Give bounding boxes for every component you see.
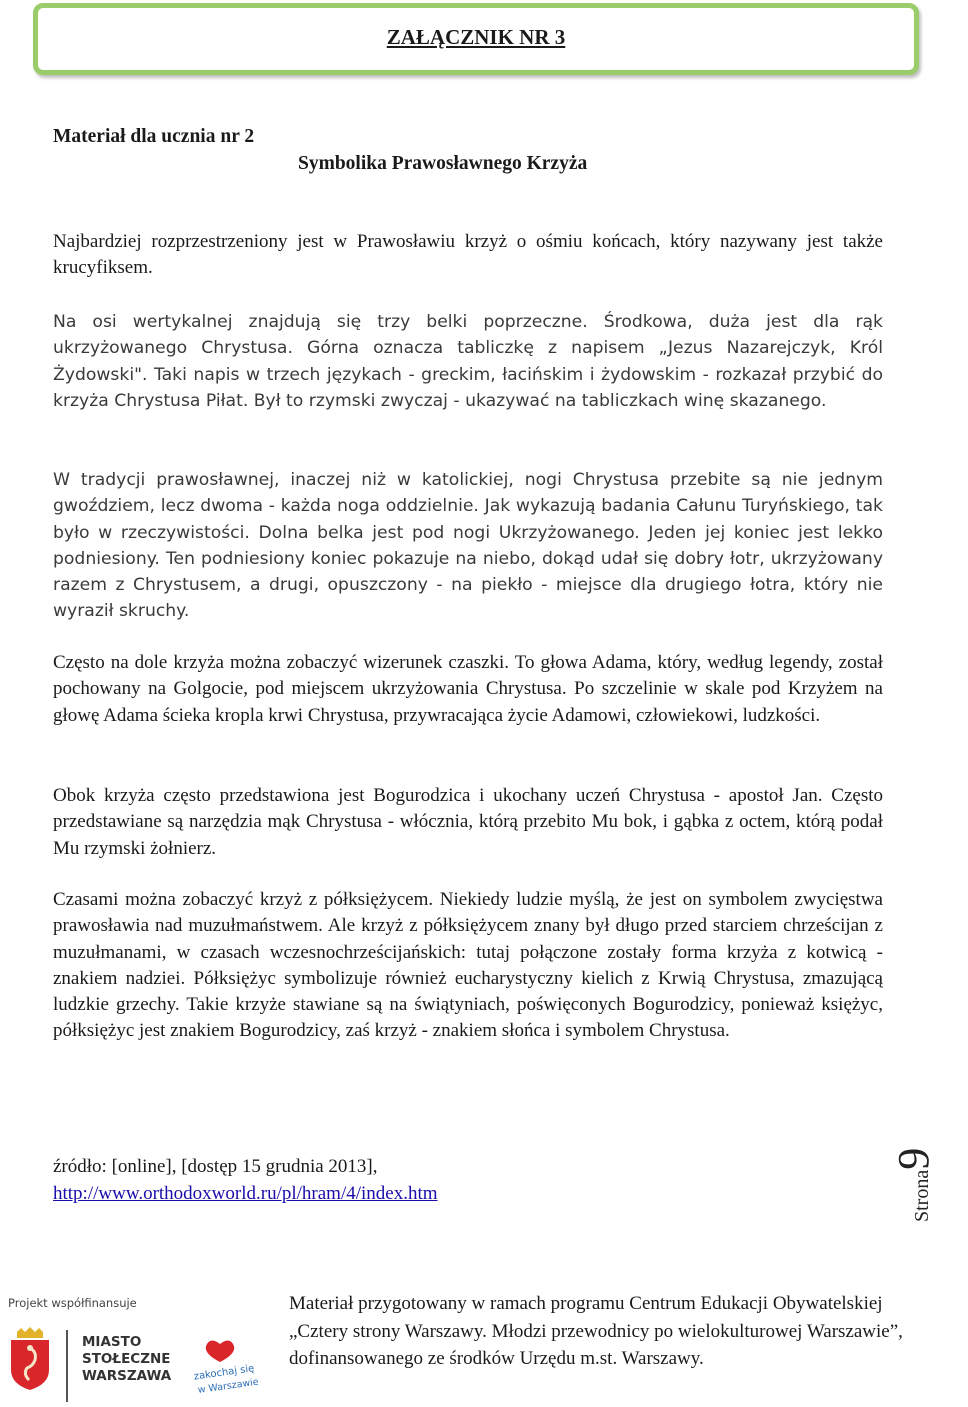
paragraph-1: Najbardziej rozprzestrzeniony jest w Prawosławiu krzyż o ośmiu końcach, który nazywany jest także krucyfiksem. xyxy=(53,231,883,279)
source-block xyxy=(53,1153,438,1207)
svg-text:w Warszawie: w Warszawie xyxy=(197,1376,260,1397)
paragraph-2: Na osi wertykalnej znajdują się trzy belki poprzeczne. Środkowa, duża jest dla rąk ukrzyżowanego Chrystusa. Górna oznacza tabliczkę z napisem „Jezus Nazarejczyk, Król Żydowski". Taki napis w trzech językach - greckim, łacińskim i żydowskim - rozkazał przybić do krzyża Chrystusa Piłat. Był to rzymski zwyczaj - ukazywać na tabliczkach winę skazanego. xyxy=(53,312,883,411)
paragraph-6: Czasami można zobaczyć krzyż z półksiężycem. Niekiedy ludzie myślą, że jest on symbolem zwycięstwa prawosławia nad muzułmaństwem. Ale krzyż z półksiężycem znany był długo przed starciem chrześcijan z muzułmanami, w czasach wczesnochrześcijańskich: tutaj połączone zostały forma krzyża z kotwicą - znakiem nadziei. Półksiężyc symbolizuje również eucharystyczny kielich z Krwią Chrystusa, zmazującą ludzkie grzechy. Takie krzyże stawiane są na świątyniach, poświęconych Bogurodzicy, ponieważ księżyc, półksiężyc jest znakiem Bogurodzicy, zaś krzyż - znakiem słońca i symbolem Chrystusa. xyxy=(53,889,883,1042)
footer-logos xyxy=(0,1288,260,1407)
page-title: ZAŁĄCZNIK NR 3 xyxy=(386,25,566,49)
header-box xyxy=(33,3,919,75)
page-number xyxy=(888,1102,968,1222)
city-line-3: WARSZAWA xyxy=(82,1368,172,1384)
city-logo-text xyxy=(82,1334,171,1385)
page-word: Strona xyxy=(911,1169,933,1222)
paragraph-4: Często na dole krzyża można zobaczyć wizerunek czaszki. To głowa Adama, który, według legendy, został pochowany na Golgocie, pod miejscem ukrzyżowania Chrystusa. Po szczelinie w skale pod Krzyżem na głowę Adama ścieka kropla krwi Chrystusa, przywracająca życie Adamowi, człowiekowi, ludzkości. xyxy=(53,652,883,726)
city-line-2: STOŁECZNE xyxy=(82,1351,171,1367)
paragraph-5: Obok krzyża często przedstawiona jest Bogurodzica i ukochany uczeń Chrystusa - apostoł Jan. Często przedstawiane są narzędzia mąk Chrystusa - włócznia, którą przebito Mu bok, i gąbka z octem, którą podał Mu rzymski żołnierz. xyxy=(53,785,883,859)
warsaw-crest-icon xyxy=(7,1326,53,1392)
material-title: Symbolika Prawosławnego Krzyża xyxy=(298,153,588,174)
material-label: Materiał dla ucznia nr 2 xyxy=(53,126,255,147)
funding-note: Materiał przygotowany w ramach programu Centrum Edukacji Obywatelskiej „Cztery strony Warszawy. Młodzi przewodnicy po wielokulturowej Warszawie”, dofinansowanego ze środków Urzędu m.st. Warszawy. xyxy=(289,1293,903,1369)
page-number-value: 9 xyxy=(889,1147,938,1170)
zakochaj-logo-icon xyxy=(190,1338,260,1398)
svg-text:zakochaj się: zakochaj się xyxy=(193,1363,256,1383)
source-link[interactable]: http://www.orthodoxworld.ru/pl/hram/4/index.htm xyxy=(53,1183,438,1204)
city-line-1: MIASTO xyxy=(82,1334,142,1350)
project-label: Projekt współfinansuje xyxy=(8,1296,137,1310)
paragraph-3: W tradycji prawosławnej, inaczej niż w katolickiej, nogi Chrystusa przebite są nie jednym gwoździem, lecz dwoma - każda noga oddzielnie. Jak wykazują badania Całunu Turyńskiego, tak było w rzeczywistości. Dolna belka jest pod nogi Ukrzyżowanego. Jeden jej koniec jest lekko podniesiony. Ten podniesiony koniec pokazuje na niebo, dokąd udał się dobry łotr, ukrzyżowany razem z Chrystusem, a drugi, opuszczony - na piekło - miejsce dla drugiego łotra, który nie wyraził skruchy. xyxy=(53,470,883,622)
source-label: źródło: [online], [dostęp 15 grudnia 2013], xyxy=(53,1156,378,1177)
logo-divider xyxy=(66,1330,68,1402)
